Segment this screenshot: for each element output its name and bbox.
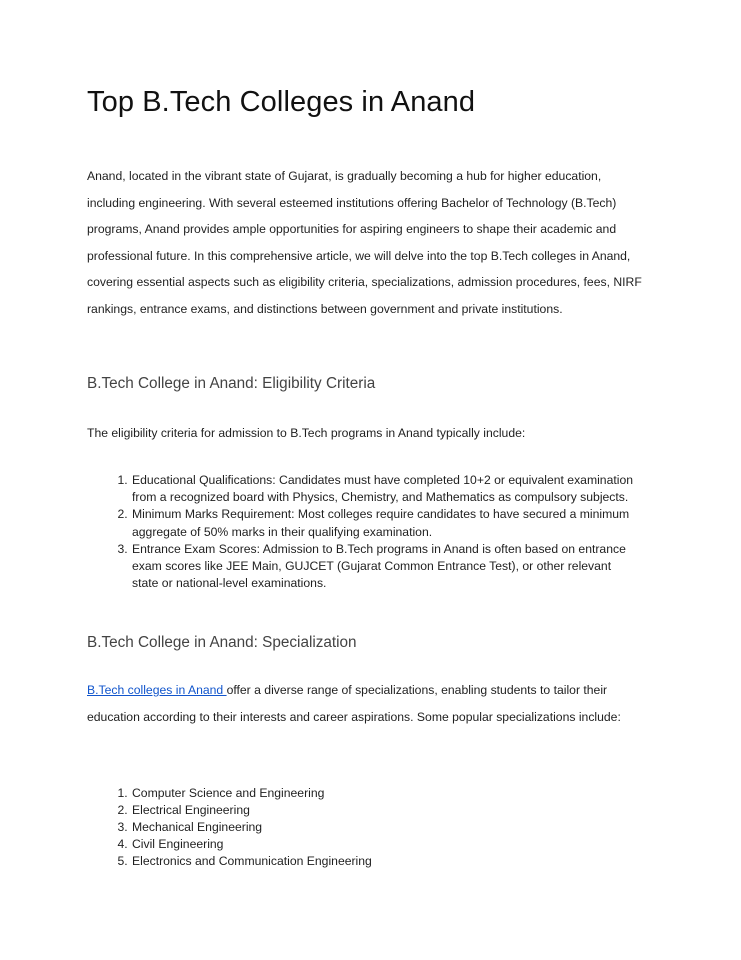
eligibility-lead: The eligibility criteria for admission to B.Tech programs in Anand typically include: <box>87 426 526 440</box>
list-item: 5. Electronics and Communication Engineering <box>131 853 631 870</box>
eligibility-heading: B.Tech College in Anand: Eligibility Criteria <box>87 375 376 392</box>
specialization-list <box>87 785 631 870</box>
list-item: 1. Educational Qualifications: Candidates must have completed 10+2 or equivalent examination from a recognized board with Physics, Chemistry, and Mathematics as compulsory subjects. <box>131 472 636 506</box>
intro-paragraph: Anand, located in the vibrant state of Gujarat, is gradually becoming a hub for higher education, including engineering. With several esteemed institutions offering Bachelor of Technology (B.Tech) programs, Anand provides ample opportunities for aspiring engineers to shape their academic and professional future. In this comprehensive article, we will delve into the top B.Tech colleges in Anand, covering essential aspects such as eligibility criteria, specializations, admission procedures, fees, NIRF rankings, entrance exams, and distinctions between government and private institutions. <box>87 169 642 316</box>
list-item: 4. Civil Engineering <box>131 836 631 853</box>
btech-colleges-link[interactable]: B.Tech colleges in Anand <box>87 683 227 697</box>
list-item: 3. Entrance Exam Scores: Admission to B.Tech programs in Anand is often based on entrance exam scores like JEE Main, GUJCET (Gujarat Common Entrance Test), or other relevant state or national-level examinations. <box>131 541 636 593</box>
page-title: Top B.Tech Colleges in Anand <box>87 86 476 118</box>
list-item: 1. Computer Science and Engineering <box>131 785 631 802</box>
specialization-intro <box>87 677 652 731</box>
list-item: 3. Mechanical Engineering <box>131 819 631 836</box>
list-item: 2. Minimum Marks Requirement: Most colleges require candidates to have secured a minimum aggregate of 50% marks in their qualifying examination. <box>131 506 636 540</box>
specialization-heading: B.Tech College in Anand: Specialization <box>87 634 357 651</box>
specialization-intro-text: offer a diverse range of specializations, enabling students to tailor their education according to their interests and career aspirations. Some popular specializations include: <box>87 683 621 724</box>
list-item: 2. Electrical Engineering <box>131 802 631 819</box>
eligibility-list <box>87 472 636 592</box>
